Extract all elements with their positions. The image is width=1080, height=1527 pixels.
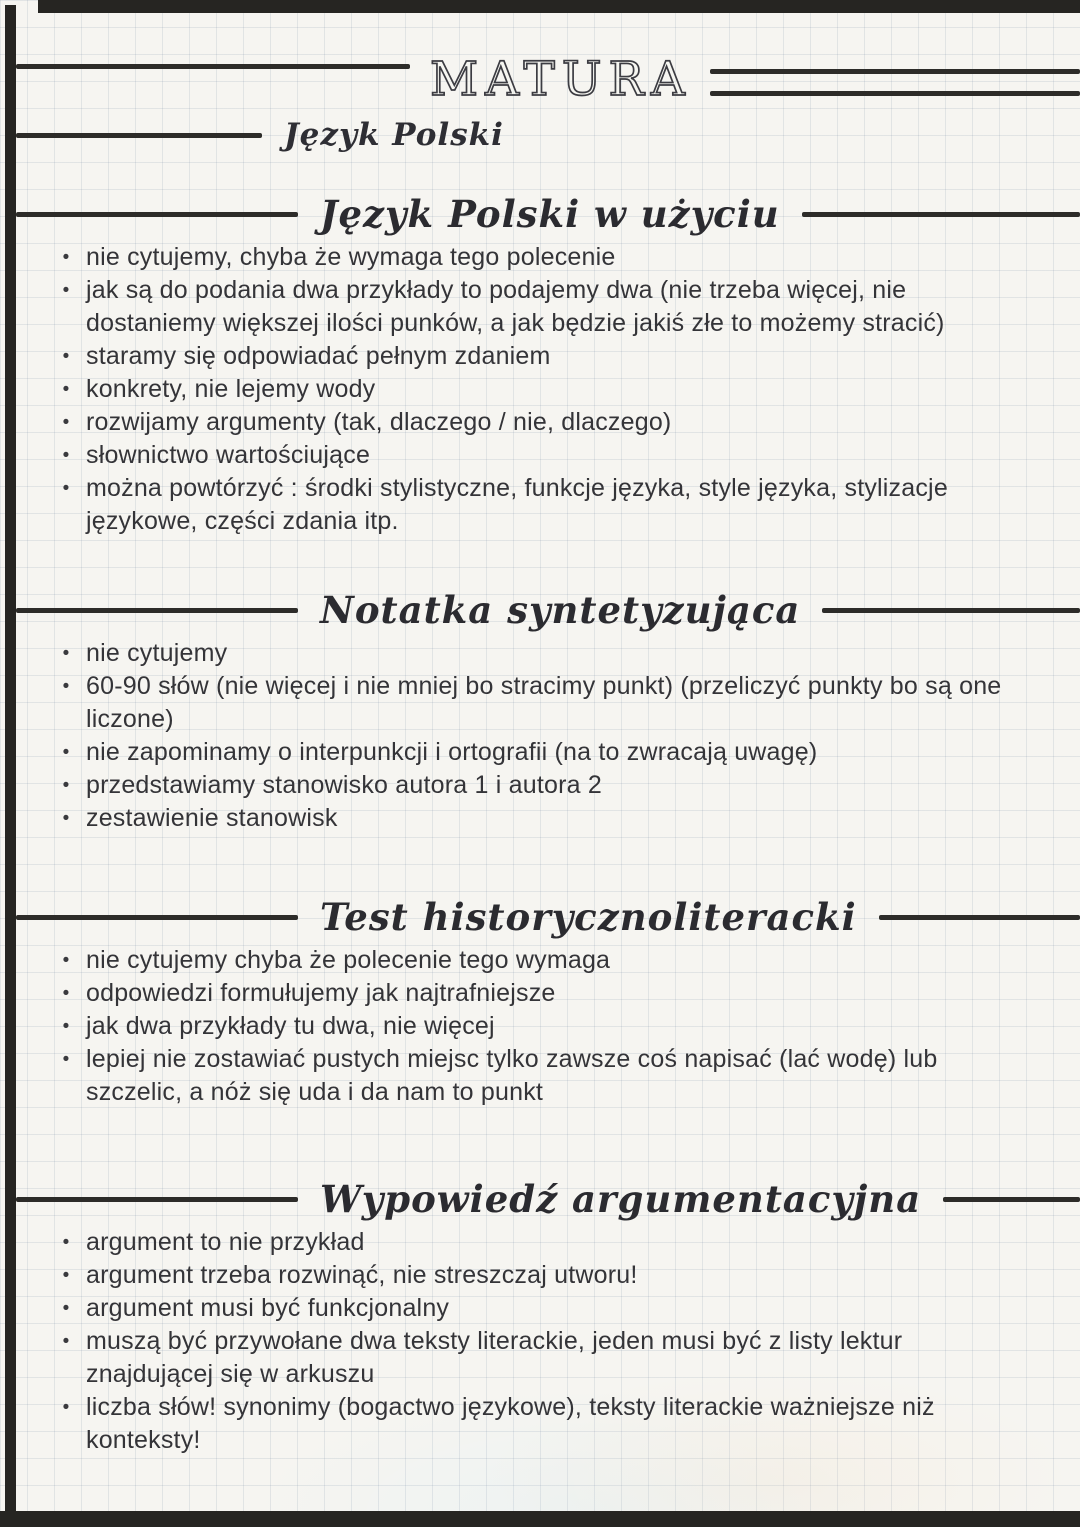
bullet-icon: • (62, 346, 70, 367)
list-item (46, 1226, 1032, 1259)
section-heading: Notatka syntetyzująca (320, 587, 801, 632)
bullet-icon: • (62, 1265, 70, 1286)
list-item (46, 1325, 1032, 1391)
bullet-icon: • (62, 742, 70, 763)
bullet-text: odpowiedzi formułujemy jak najtrafniejsze (86, 979, 556, 1007)
list-item (46, 1010, 1032, 1043)
bullet-list (16, 637, 1080, 835)
section-notatka-syntetyzujaca (16, 583, 1080, 835)
bullet-text: nie cytujemy, chyba że wymaga tego polecenie (86, 243, 616, 271)
subtitle-row (16, 114, 1080, 156)
page-content (0, 47, 1080, 1457)
list-item (46, 670, 1032, 736)
section-heading-row (16, 1172, 1080, 1226)
bullet-icon: • (62, 478, 70, 499)
bullet-text: słownictwo wartościujące (86, 441, 371, 469)
section-heading: Wypowiedź argumentacyjna (320, 1176, 922, 1221)
title-double-rule (710, 69, 1080, 96)
section-heading-row (16, 890, 1080, 944)
bullet-text: staramy się odpowiadać pełnym zdaniem (86, 342, 551, 370)
bullet-text: nie cytujemy chyba że polecenie tego wymaga (86, 946, 611, 974)
bullet-icon: • (62, 1331, 70, 1352)
bullet-icon: • (62, 1049, 70, 1070)
bullet-icon: • (62, 379, 70, 400)
bullet-text: lepiej nie zostawiać pustych miejsc tylko zawsze coś napisać (lać wodę) lub szczelic, a nóż się uda i da nam to punkt (86, 1045, 938, 1106)
bullet-text: 60-90 słów (nie więcej i nie mniej bo stracimy punkt) (przeliczyć punkty bo są one liczone) (86, 672, 1002, 733)
list-item (46, 1043, 1032, 1109)
list-item (46, 340, 1032, 373)
scan-bottom-border (0, 1511, 1080, 1527)
list-item (46, 1391, 1032, 1457)
section-heading-row (16, 583, 1080, 637)
list-item (46, 977, 1032, 1010)
bullet-icon: • (62, 983, 70, 1004)
bullet-text: rozwijamy argumenty (tak, dlaczego / nie, dlaczego) (86, 408, 672, 436)
bullet-icon: • (62, 280, 70, 301)
bullet-text: przedstawiamy stanowisko autora 1 i autora 2 (86, 771, 603, 799)
list-item (46, 637, 1032, 670)
bullet-text: konkrety, nie lejemy wody (86, 375, 376, 403)
bullet-text: argument to nie przykład (86, 1228, 365, 1256)
page-title: MATURA (430, 51, 692, 107)
bullet-text: zestawienie stanowisk (86, 804, 338, 832)
bullet-text: można powtórzyć : środki stylistyczne, funkcje języka, style języka, stylizacje językowe, części zdania itp. (86, 474, 948, 535)
bullet-icon: • (62, 808, 70, 829)
heading-rule-left (16, 212, 298, 217)
heading-rule-left (16, 608, 298, 613)
heading-rule-right (802, 212, 1080, 217)
title-rule-right-bottom (710, 91, 1080, 96)
bullet-icon: • (62, 676, 70, 697)
list-item (46, 1292, 1032, 1325)
list-item (46, 769, 1032, 802)
bullet-icon: • (62, 247, 70, 268)
list-item (46, 241, 1032, 274)
title-row (16, 47, 1080, 111)
bullet-list (16, 944, 1080, 1109)
title-rule-right-top (710, 69, 1080, 74)
heading-rule-right (943, 1197, 1080, 1202)
bullet-text: muszą być przywołane dwa teksty literackie, jeden musi być z listy lektur znajdującej się w arkuszu (86, 1327, 903, 1388)
bullet-text: argument trzeba rozwinąć, nie streszczaj utworu! (86, 1261, 638, 1289)
section-wypowiedz-argumentacyjna (16, 1172, 1080, 1457)
heading-rule-left (16, 915, 298, 920)
bullet-icon: • (62, 1232, 70, 1253)
list-item (46, 439, 1032, 472)
bullet-list (16, 1226, 1080, 1457)
section-heading: Język Polski w użyciu (320, 191, 780, 236)
list-item (46, 802, 1032, 835)
scan-top-border (38, 0, 1080, 13)
list-item (46, 472, 1032, 538)
bullet-icon: • (62, 643, 70, 664)
heading-rule-right (879, 915, 1080, 920)
list-item (46, 274, 1032, 340)
bullet-text: jak dwa przykłady tu dwa, nie więcej (86, 1012, 495, 1040)
bullet-icon: • (62, 1298, 70, 1319)
list-item (46, 373, 1032, 406)
list-item (46, 736, 1032, 769)
bullet-text: liczba słów! synonimy (bogactwo językowe), teksty literackie ważniejsze niż konteksty! (86, 1393, 935, 1454)
list-item (46, 944, 1032, 977)
bullet-icon: • (62, 445, 70, 466)
bullet-icon: • (62, 775, 70, 796)
heading-rule-right (822, 608, 1080, 613)
bullet-icon: • (62, 1397, 70, 1418)
bullet-text: jak są do podania dwa przykłady to podajemy dwa (nie trzeba więcej, nie dostaniemy większej ilości punków, a jak będzie jakiś złe to możemy stracić) (86, 276, 945, 337)
subtitle-rule-left (16, 133, 262, 138)
list-item (46, 406, 1032, 439)
bullet-icon: • (62, 950, 70, 971)
bullet-icon: • (62, 412, 70, 433)
section-test-historycznoliteracki (16, 890, 1080, 1109)
bullet-icon: • (62, 1016, 70, 1037)
page-subtitle: Język Polski (284, 117, 504, 153)
section-heading: Test historycznoliteracki (320, 894, 857, 939)
bullet-list (16, 241, 1080, 538)
section-jezyk-polski-w-uzyciu (16, 187, 1080, 538)
list-item (46, 1259, 1032, 1292)
bullet-text: nie cytujemy (86, 639, 228, 667)
heading-rule-left (16, 1197, 298, 1202)
bullet-text: nie zapominamy o interpunkcji i ortografii (na to zwracają uwagę) (86, 738, 818, 766)
bullet-text: argument musi być funkcjonalny (86, 1294, 450, 1322)
section-heading-row (16, 187, 1080, 241)
title-rule-left (16, 64, 410, 69)
